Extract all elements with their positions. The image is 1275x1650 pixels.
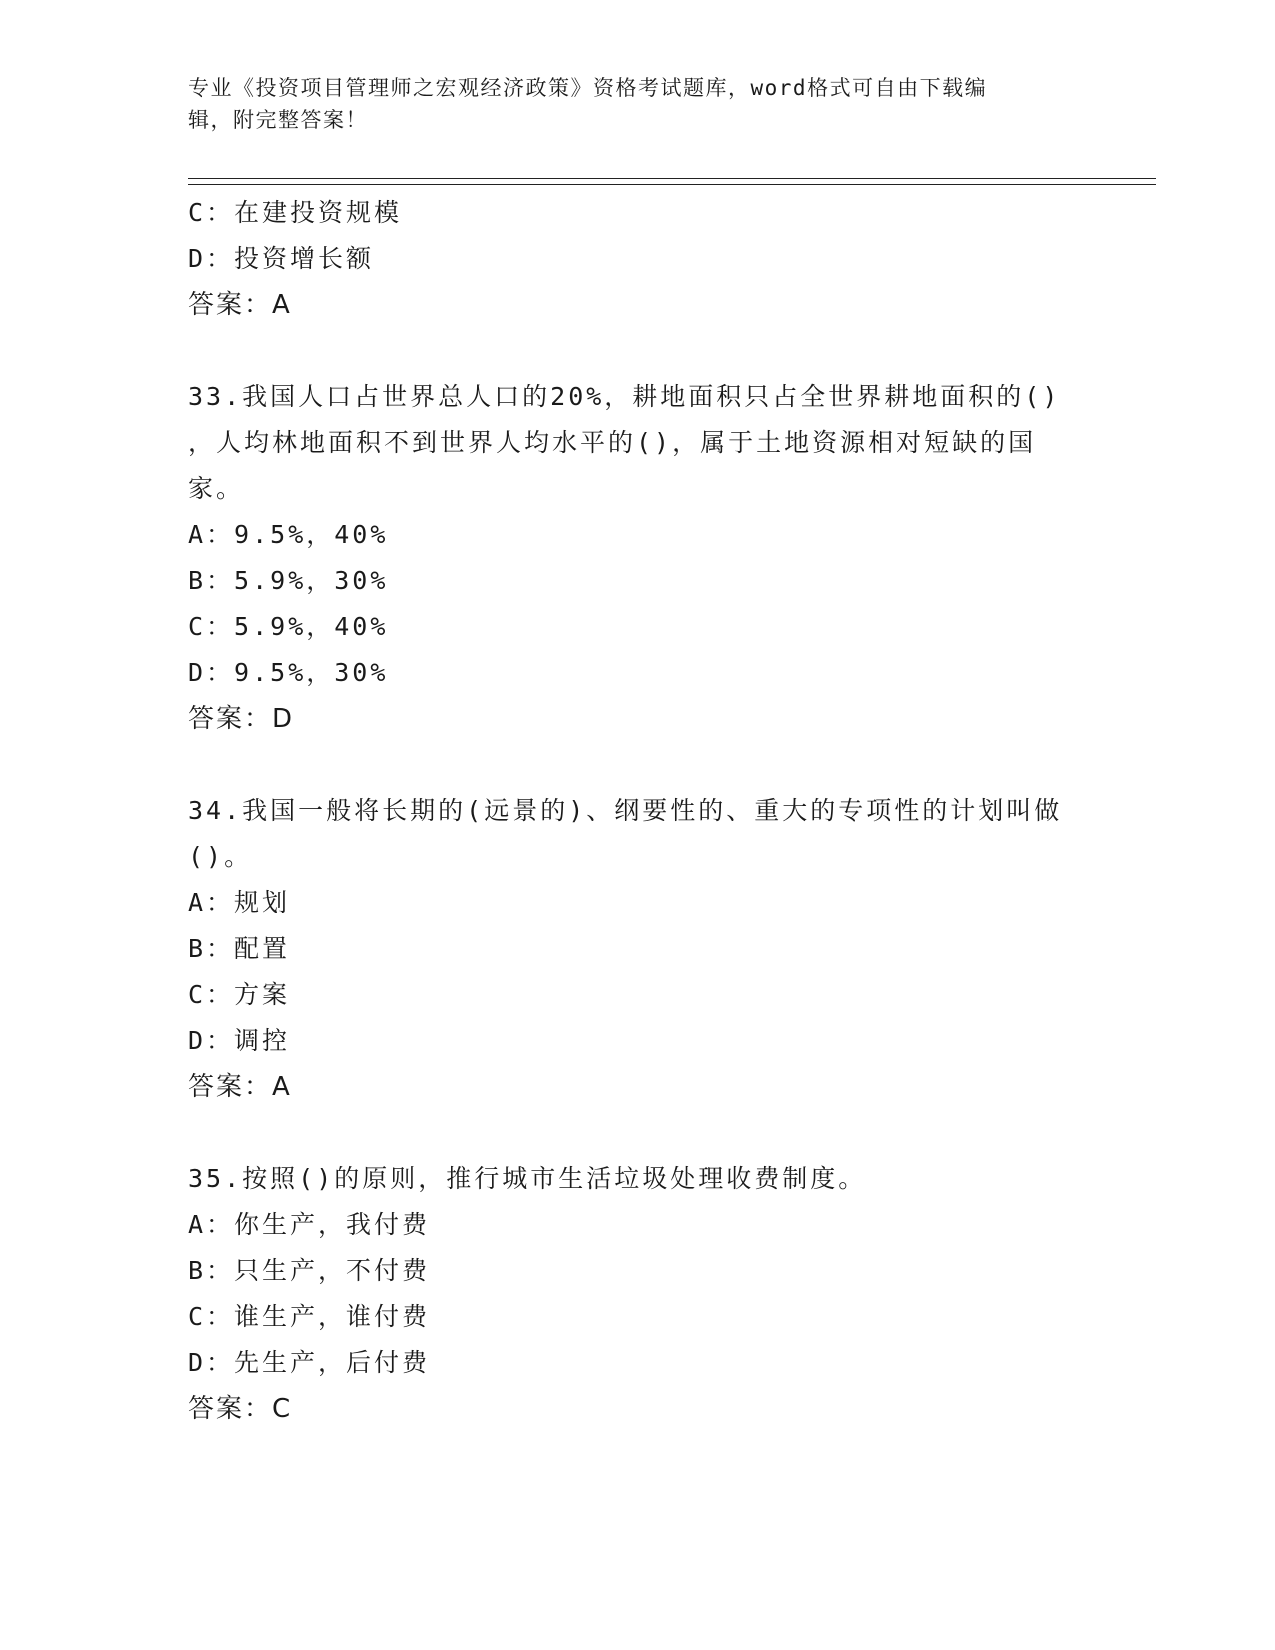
option-b: B：5.9%，30% <box>188 566 389 595</box>
option-c: C：方案 <box>188 980 291 1009</box>
answer-label: 答案：A <box>188 1072 292 1102</box>
question-stem-line: 34.我国一般将长期的(远景的)、纲要性的、重大的专项性的计划叫做 <box>188 796 1063 825</box>
option-d: D：投资增长额 <box>188 244 375 273</box>
option-a: A：9.5%，40% <box>188 520 389 549</box>
question-35 <box>188 1156 1088 1432</box>
page-header <box>188 72 1078 136</box>
header-divider-bottom <box>188 184 1156 185</box>
spacer <box>188 742 1088 788</box>
option-c: C：5.9%，40% <box>188 612 389 641</box>
option-c: C：在建投资规模 <box>188 198 403 227</box>
spacer <box>188 328 1088 374</box>
answer-label: 答案：C <box>188 1394 293 1424</box>
question-stem-line: 33.我国人口占世界总人口的20%，耕地面积只占全世界耕地面积的() <box>188 382 1061 411</box>
option-a: A：你生产，我付费 <box>188 1210 431 1239</box>
answer-label: 答案：D <box>188 704 295 734</box>
option-d: D：先生产，后付费 <box>188 1348 431 1377</box>
question-stem-line: 家。 <box>188 474 245 503</box>
question-32-continued <box>188 190 1088 328</box>
question-33 <box>188 374 1088 742</box>
answer-label: 答案：A <box>188 290 292 320</box>
spacer <box>188 1110 1088 1156</box>
question-stem-line: ()。 <box>188 842 253 871</box>
header-line-2: 辑，附完整答案！ <box>188 108 368 132</box>
header-line-1: 专业《投资项目管理师之宏观经济政策》资格考试题库，word格式可自由下载编 <box>188 76 988 100</box>
question-stem-line: ，人均林地面积不到世界人均水平的()，属于土地资源相对短缺的国 <box>188 428 1037 457</box>
option-b: B：配置 <box>188 934 291 963</box>
question-list <box>188 190 1088 1432</box>
option-a: A：规划 <box>188 888 291 917</box>
option-d: D：9.5%，30% <box>188 658 389 687</box>
question-stem-line: 35.按照()的原则，推行城市生活垃圾处理收费制度。 <box>188 1164 867 1193</box>
question-34 <box>188 788 1088 1110</box>
option-b: B：只生产，不付费 <box>188 1256 431 1285</box>
option-c: C：谁生产，谁付费 <box>188 1302 431 1331</box>
option-d: D：调控 <box>188 1026 291 1055</box>
header-divider-top <box>188 178 1156 179</box>
